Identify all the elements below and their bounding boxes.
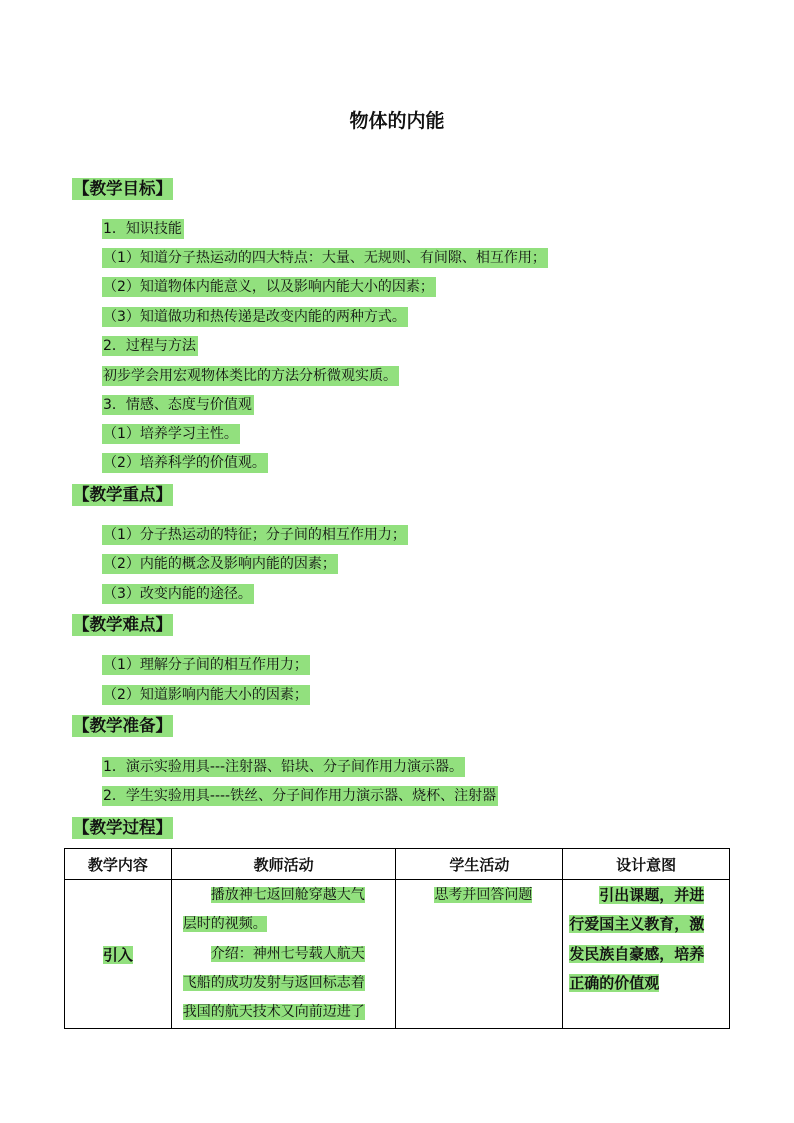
student-line: 思考并回答问题 (434, 887, 533, 903)
intent-line: 引出课题，并进 (599, 886, 705, 904)
difficulty-line: （2）知道影响内能大小的因素； (103, 687, 308, 703)
section-heading-process: 【教学过程】 (73, 818, 172, 837)
table-row (65, 880, 730, 1029)
cell-content: 引入 (65, 880, 172, 1029)
section-heading-preparation: 【教学准备】 (73, 716, 172, 735)
teacher-line: 飞船的成功发射与返回标志着 (182, 974, 365, 991)
cell-student (396, 880, 563, 1029)
teacher-line: 介绍：神州七号载人航天 (210, 945, 365, 962)
goals-line: 2．过程与方法 (103, 338, 196, 354)
goals-line: （1）培养学习主性。 (103, 426, 238, 442)
cell-intent (563, 880, 730, 1029)
goals-line: （2）知道物体内能意义，以及影响内能大小的因素； (103, 279, 434, 295)
header-teacher-activity: 教师活动 (171, 849, 396, 880)
goals-line: 3．情感、态度与价值观 (103, 397, 252, 413)
intent-line: 发民族自豪感，培养 (569, 944, 705, 963)
teacher-line: 我国的航天技术又向前迈进了 (182, 1004, 365, 1021)
section-heading-key-points: 【教学重点】 (73, 485, 172, 504)
section-heading-goals: 【教学目标】 (73, 179, 172, 198)
difficulty-line: （1）理解分子间的相互作用力； (103, 657, 308, 673)
header-design-intent: 设计意图 (563, 849, 730, 880)
section-heading-difficulties: 【教学难点】 (73, 615, 172, 634)
cell-teacher (171, 880, 396, 1029)
header-content: 教学内容 (65, 849, 172, 880)
goals-line: 初步学会用宏观物体类比的方法分析微观实质。 (103, 368, 397, 384)
goals-line: （1）知道分子热运动的四大特点：大量、无规则、有间隙、相互作用； (103, 250, 546, 266)
preparation-line: 2．学生实验用具----铁丝、分子间作用力演示器、烧杯、注射器 (103, 788, 497, 804)
key-point-line: （1）分子热运动的特征；分子间的相互作用力； (103, 527, 406, 543)
intent-line: 正确的价值观 (569, 973, 660, 992)
goals-line: （3）知道做功和热传递是改变内能的两种方式。 (103, 309, 406, 325)
process-table (64, 848, 730, 1029)
goals-line: （2）培养科学的价值观。 (103, 455, 266, 471)
table-header-row (65, 849, 730, 880)
key-point-line: （2）内能的概念及影响内能的因素； (103, 556, 336, 572)
teacher-line: 层时的视频。 (182, 916, 267, 933)
header-student-activity: 学生活动 (396, 849, 563, 880)
page-title: 物体的内能 (349, 110, 445, 132)
intent-line: 行爱国主义教育，激 (569, 915, 705, 934)
preparation-line: 1．演示实验用具---注射器、铅块、分子间作用力演示器。 (103, 759, 464, 775)
key-point-line: （3）改变内能的途径。 (103, 586, 252, 602)
goals-line: 1．知识技能 (103, 221, 182, 237)
teacher-line: 播放神七返回舱穿越大气 (210, 887, 365, 903)
